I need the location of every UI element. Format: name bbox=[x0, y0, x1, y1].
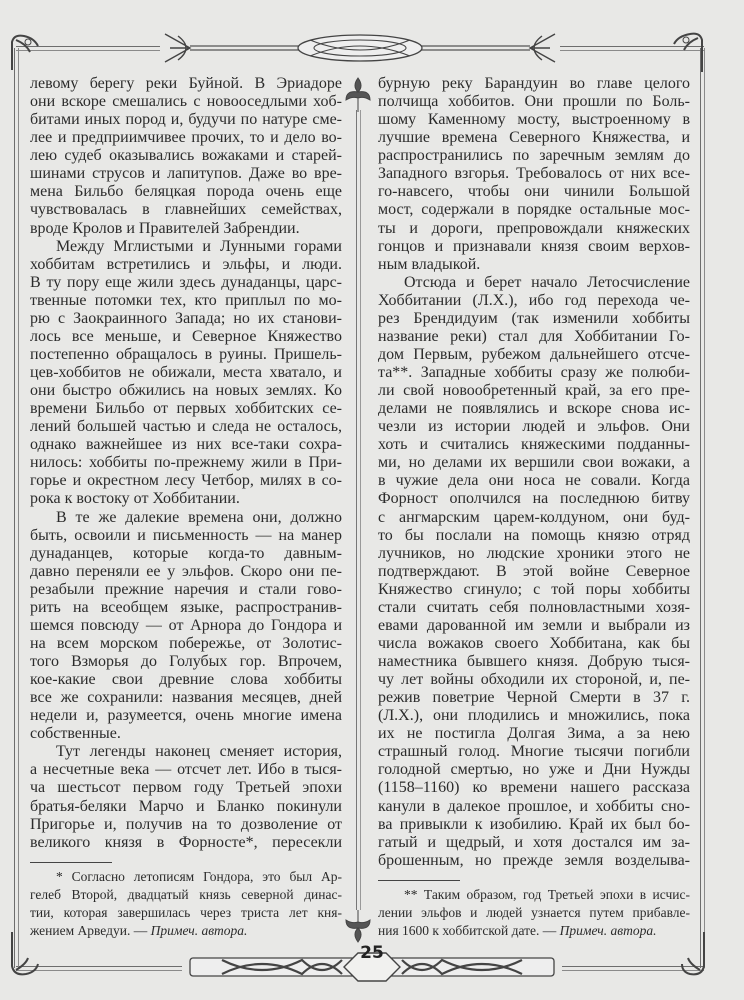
text-line: полчища хоббитов. Они прошли по Боль- bbox=[378, 93, 690, 111]
text-line: мост, содержали в порядке остальные мос- bbox=[378, 201, 690, 219]
text-line: дунаданцев, которые когда-то давным- bbox=[30, 544, 342, 562]
text-line: Пригорье и, получив на то дозволение от bbox=[30, 815, 342, 833]
text-line: в чужие дела они носа не совали. Когда bbox=[378, 472, 690, 490]
text-line: В ту пору еще жили здесь дунаданцы, царс- bbox=[30, 273, 342, 291]
text-line: ты и дороги, препровождали княжеских bbox=[378, 219, 690, 237]
paragraph bbox=[378, 75, 690, 274]
left-text-column bbox=[30, 75, 342, 852]
text-line: Хоббитании (Л.Х.), ибо год перехода че- bbox=[378, 291, 690, 309]
text-line: название реки) стал для Хоббитании Го- bbox=[378, 327, 690, 345]
text-line: мена Бильбо беляцкая порода очень еще bbox=[30, 183, 342, 201]
footnote-line: гелеб Второй, двадцатый князь северной динас- bbox=[30, 887, 342, 902]
text-line: вроде Кролов и Правителей Забрендии. bbox=[30, 219, 300, 237]
footnote-author-note: Примеч. автора. bbox=[147, 923, 248, 938]
text-line: они вскоре смешались с новооседлыми хоб- bbox=[30, 93, 342, 111]
footnote-line: ния 1600 к хоббитской дате. — Примеч. автора. bbox=[378, 923, 657, 938]
text-line: ча шестьсот первом году Третьей эпохи bbox=[30, 779, 342, 797]
text-line: Отсюда и берет начало Летосчисление bbox=[404, 273, 690, 291]
divider-top-fleuron-icon bbox=[342, 76, 374, 114]
text-line: они быстро обжились на новых землях. Ко bbox=[30, 382, 342, 400]
column-divider bbox=[356, 110, 361, 910]
text-line: недели и, разумеется, очень многие имена bbox=[30, 707, 342, 725]
text-line: страшный голод. Многие тысячи погибли bbox=[378, 743, 690, 761]
text-line: бурную реку Барандуин во главе целого bbox=[378, 75, 690, 92]
text-line: гатый и щедрый, и хотя достался им за- bbox=[378, 833, 690, 851]
text-line: рез Брендидуим (так изменили хоббиты bbox=[378, 309, 690, 327]
text-line: Между Мглистыми и Лунными горами bbox=[56, 237, 342, 255]
text-line: режив поветрие Черной Смерти в 37 г. bbox=[378, 689, 690, 707]
right-text-column bbox=[378, 75, 690, 870]
footnote-author-note: Примеч. автора. bbox=[556, 923, 657, 938]
text-line: Тут легенды наконец сменяет история, bbox=[56, 743, 342, 761]
text-line: лучников, но людские хроники этого не bbox=[378, 544, 690, 562]
text-line: рока к востоку от Хоббитании. bbox=[30, 490, 240, 508]
text-line: братья-беляки Марчо и Бланко покинули bbox=[30, 797, 342, 815]
text-line: того Взморья до Голубых гор. Впрочем, bbox=[30, 653, 342, 670]
text-line: битами иных пород и, будучи по натуре сме- bbox=[30, 111, 342, 129]
text-line: хоббитам встретились и эльфы, и люди. bbox=[30, 255, 342, 273]
top-right-corner-ornament bbox=[666, 28, 716, 74]
text-line: чу лет войны обходили их стороной, и, пе- bbox=[378, 671, 690, 689]
text-line: лею судеб оказывались вожаками и старей- bbox=[30, 147, 342, 165]
text-line: Княжество сгинуло; с той поры хоббиты bbox=[378, 580, 690, 598]
text-line: на всем морском побережье, от Золотис- bbox=[30, 634, 342, 652]
text-line: постепенно обращалось в руины. Пришель- bbox=[30, 345, 342, 363]
text-line: быть, освоили и письменность — на манер bbox=[30, 526, 342, 544]
footnote-line: лении эльфов и людей узнается путем прибавле- bbox=[378, 905, 690, 920]
frame-left-border bbox=[14, 48, 19, 968]
text-line: ли свой новообретенный край, за его пре- bbox=[378, 382, 690, 400]
text-line: великого князя в Форносте*, пересекли bbox=[30, 833, 342, 851]
page-number: 25 bbox=[360, 943, 384, 963]
text-line: евами дарованной им земли и выбрали из bbox=[378, 616, 690, 634]
paragraph bbox=[378, 274, 690, 870]
text-line: собственные. bbox=[30, 725, 121, 743]
text-line: шому Каменному мосту, выстроенному в bbox=[378, 111, 690, 129]
footnote-line: жением Арведуи. — Примеч. автора. bbox=[30, 923, 248, 938]
text-line: времени Бильбо от первых хоббитских се- bbox=[30, 400, 342, 418]
text-line: Западного взгорья. Требовалось от них все- bbox=[378, 165, 690, 183]
text-line: подтверждают. В этой войне Северное bbox=[378, 562, 690, 580]
paragraph bbox=[30, 75, 342, 238]
text-line: дом Первым, рубежом дальнейшего отсче- bbox=[378, 345, 690, 363]
text-line: чезли из истории людей и эльфов. Они bbox=[378, 418, 690, 436]
text-line: резабыли прежние наречия и стали гово- bbox=[30, 580, 342, 598]
text-line: (Л.Х.), они плодились и множились, пока bbox=[378, 707, 690, 725]
text-line: го-навсего, чтобы они чинили Большой bbox=[378, 183, 690, 201]
text-line: наместника бывшего князя. Добрую тыся- bbox=[378, 653, 690, 670]
text-line: числа вожаков своего Хоббитана, как бы bbox=[378, 634, 690, 652]
text-line: горье и окрестном лесу Четбор, милях в со- bbox=[30, 472, 342, 490]
text-line: В те же далекие времена они, должно bbox=[56, 508, 342, 526]
footnote-rule-right bbox=[378, 880, 460, 881]
text-line: Форност ополчился на последнюю битву bbox=[378, 490, 690, 508]
footnote-line: тии, которая завершилась через триста лет кня- bbox=[30, 905, 342, 920]
text-line: давно переняли ее у эльфов. Скоро они пе- bbox=[30, 562, 342, 580]
footnote-left bbox=[30, 868, 342, 940]
text-line: брошенным, но прежде земля возделыва- bbox=[378, 851, 690, 869]
paragraph bbox=[30, 509, 342, 744]
text-line: канули в далекое прошлое, и хоббиты сно- bbox=[378, 797, 690, 815]
text-line: рю с Заокраинного Запада; но их станови- bbox=[30, 309, 342, 327]
text-line: лось все меньше, и Северное Княжество bbox=[30, 327, 342, 345]
text-line: нилось: хоббиты по-прежнему жили в При- bbox=[30, 454, 342, 472]
text-line: твенные потомки тех, кто приплыл по мо- bbox=[30, 291, 342, 309]
paragraph bbox=[30, 743, 342, 851]
text-line: стали считать себя полновластными хозя- bbox=[378, 598, 690, 616]
text-line: левому берегу реки Буйной. В Эриадоре bbox=[30, 75, 342, 92]
footnote-line: * Согласно летописям Гондора, это был Ар- bbox=[56, 869, 342, 884]
footnote-line: ** Таким образом, год Третьей эпохи в исчис- bbox=[404, 887, 690, 902]
text-line: (1158–1160) ко времени нашего рассказа bbox=[378, 779, 690, 797]
paragraph bbox=[30, 238, 342, 509]
text-line: голодной смертью, но уже и Дни Нужды bbox=[378, 761, 690, 779]
text-line: ным владыкой. bbox=[378, 255, 481, 273]
text-line: та**. Западные хоббиты сразу же полюби- bbox=[378, 364, 690, 381]
text-line: хоть и считались княжескими подданны- bbox=[378, 436, 690, 454]
text-line: лее и предприимчивее прочих, то и дело во- bbox=[30, 129, 342, 147]
frame-right-border bbox=[700, 48, 705, 968]
top-celtic-knot-ornament bbox=[160, 28, 560, 68]
text-line: то бы послали на помощь князю отряд bbox=[378, 526, 690, 544]
text-line: лений большей частью и следа не осталось, bbox=[30, 418, 342, 436]
text-line: гонцов и признавали князя своим верхов- bbox=[378, 237, 690, 255]
footnote-right bbox=[378, 886, 690, 940]
text-line: чувствовалась в главнейших семействах, bbox=[30, 201, 342, 219]
footnote-rule-left bbox=[30, 862, 112, 863]
text-line: рить на всеобщем языке, распространив- bbox=[30, 598, 342, 616]
text-line: их не постигла Долгая Зима, а за нею bbox=[378, 725, 690, 743]
text-line: однако важнейшее из них все-таки сохра- bbox=[30, 436, 342, 454]
text-line: делами не появлялись и вскоре снова ис- bbox=[378, 400, 690, 418]
text-line: цев-хоббитов не обижали, места хватало, и bbox=[30, 364, 342, 381]
top-left-corner-ornament bbox=[4, 30, 44, 72]
text-line: ми, но делами их вершили свои вожаки, а bbox=[378, 454, 690, 472]
text-line: с ангмарским царем-колдуном, они буд- bbox=[378, 508, 690, 526]
text-line: шемся повсюду — от Арнора до Гондора и bbox=[30, 616, 342, 634]
text-line: распространились по заречным землям до bbox=[378, 147, 690, 165]
text-line: все же сохранили: названия месяцев, дней bbox=[30, 689, 342, 707]
divider-bottom-fleuron-icon bbox=[342, 908, 374, 944]
text-line: ва привыкли к изобилию. Край их был бо- bbox=[378, 815, 690, 833]
text-line: кое-какие свои древние слова хоббиты bbox=[30, 671, 342, 689]
text-line: шинами струсов и лапитупов. Даже во вре- bbox=[30, 165, 342, 183]
text-line: а несчетные века — отсчет лет. Ибо в тыся- bbox=[30, 761, 342, 779]
text-line: лучшие времена Северного Княжества, и bbox=[378, 129, 690, 147]
